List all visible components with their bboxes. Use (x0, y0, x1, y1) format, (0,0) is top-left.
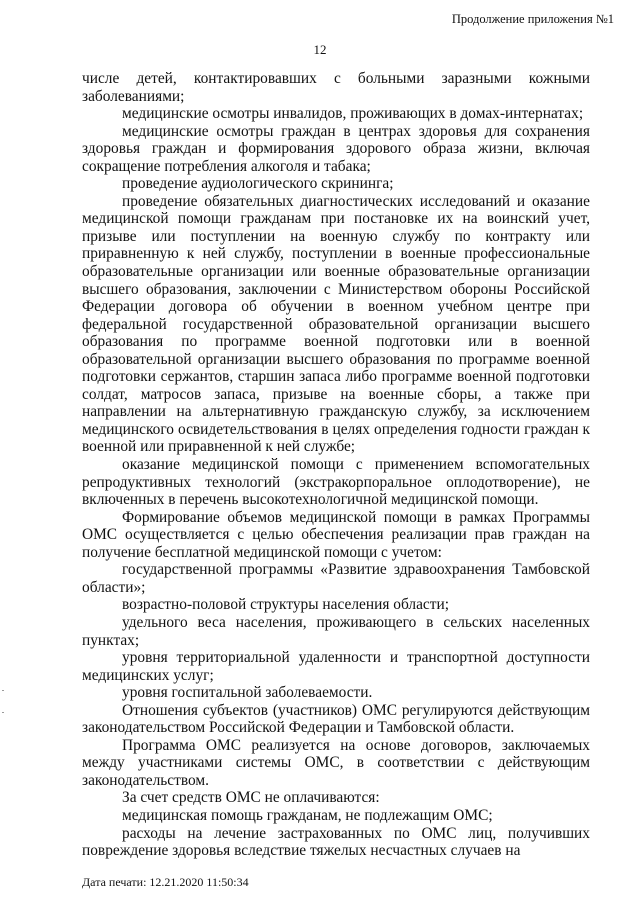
scan-artifact-mark (2, 712, 4, 713)
body-paragraph: проведение аудиологического скрининга; (122, 175, 394, 193)
page-number: 12 (313, 42, 327, 57)
body-paragraph: Формирование объемов медицинской помощи в рамках Программы ОМС осуществляется с целью обеспечения реализации прав граждан на получение бесплатной медицинской помощи с учетом: (82, 508, 590, 561)
body-paragraph: Программа ОМС реализуется на основе договоров, заключаемых между участниками системы ОМС, в соответствии с действующим законодательством. (82, 736, 590, 789)
body-paragraph: За счет средств ОМС не оплачиваются: (122, 789, 380, 807)
body-paragraph: удельного веса населения, проживающего в сельских населенных пунктах; (82, 613, 590, 649)
body-paragraph: государственной программы «Развитие здравоохранения Тамбовской области»; (82, 561, 590, 596)
body-paragraph: расходы на лечение застрахованных по ОМС лиц, получивших повреждение здоровья вследствие тяжелых несчастных случаев на (82, 824, 590, 860)
body-paragraph: медицинские осмотры инвалидов, проживающих в домах-интернатах; (122, 105, 584, 123)
body-paragraph: медицинская помощь гражданам, не подлежащим ОМС; (122, 806, 493, 824)
body-paragraph: числе детей, контактировавших с больными заразными кожными заболеваниями; (82, 70, 590, 105)
body-paragraph: оказание медицинской помощи с применением вспомогательных репродуктивных технологий (экстракорпоральное оплодотворение), не включенных в перечень высокотехнологичной медицинской помощи. (82, 456, 590, 509)
scan-artifact-mark (2, 690, 4, 691)
document-body (82, 70, 590, 860)
body-paragraph: Отношения субъектов (участников) ОМС регулируются действующим законодательством Российской Федерации и Тамбовской области. (82, 701, 590, 737)
body-paragraph: проведение обязательных диагностических исследований и оказание медицинской помощи гражданам при постановке их на воинский учет, призыве или поступлении на военную службу по контракту или приравненную к ней службу, поступлении в военные профессиональные образовательные организации или военные образовательные организации высшего образования, заключении с Министерством обороны Российской Федерации договора об обучении в военном учебном центре при федеральной государственной образовательной организации высшего образования по программе военной подготовки или в военной образовательной организации высшего образования по программе военной подготовки сержантов, старшин запаса либо программе военной подготовки солдат, матросов запаса, призыве на военные сборы, а также при направлении на альтернативную гражданскую службу, за исключением медицинского освидетельствования в целях определения годности граждан к военной или приравненной к ней службе; (82, 192, 590, 456)
body-paragraph: возрастно-половой структуры населения области; (122, 596, 449, 614)
print-date: Дата печати: 12.21.2020 11:50:34 (82, 875, 249, 889)
body-paragraph: уровня госпитальной заболеваемости. (122, 684, 373, 702)
appendix-continuation-note: Продолжение приложения №1 (451, 12, 614, 26)
body-paragraph: уровня территориальной удаленности и транспортной доступности медицинских услуг; (82, 649, 590, 684)
body-paragraph: медицинские осмотры граждан в центрах здоровья для сохранения здоровья граждан и формирования здорового образа жизни, включая сокращение потребления алкоголя и табака; (82, 122, 590, 175)
